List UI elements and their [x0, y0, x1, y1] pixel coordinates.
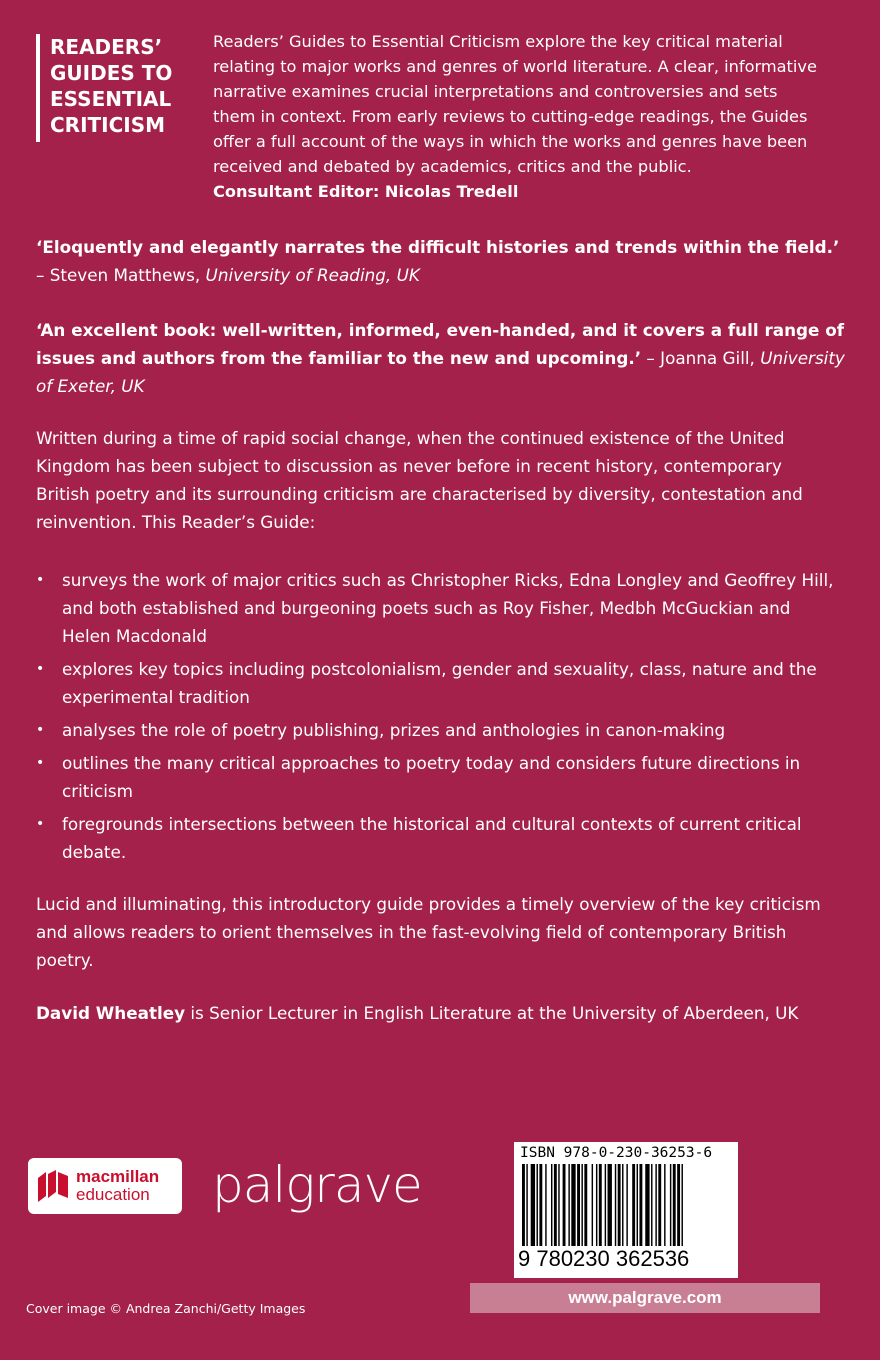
barcode-bar — [577, 1164, 580, 1246]
list-item-text: explores key topics including postcolonialism, gender and sexuality, class, nature and the experimental tradition — [62, 659, 817, 707]
closing-paragraph: Lucid and illuminating, this introductory guide provides a timely overview of the key criticism and allows readers to orient themselves in the fast-evolving field of contemporary British poetry. — [36, 894, 821, 970]
barcode-bar — [526, 1164, 527, 1246]
author-bio — [36, 999, 836, 1027]
barcode-bar — [596, 1164, 597, 1246]
barcode-bar — [645, 1164, 649, 1246]
barcode-bar — [677, 1164, 680, 1246]
palgrave-logo: palgrave — [212, 1156, 422, 1214]
barcode-bar — [537, 1164, 538, 1246]
barcode-bar — [626, 1164, 627, 1246]
barcode-bar — [637, 1164, 638, 1246]
barcode-bar — [551, 1164, 552, 1246]
intro-paragraph: Written during a time of rapid social change, when the continued existence of the United Kingdom has been subject to discussion as never before in recent history, contemporary British poetry and its surrounding criticism are characterised by diversity, contestation and reinvention. This Reader’s Guide: — [36, 428, 803, 532]
list-item — [36, 655, 836, 711]
barcode-bar — [632, 1164, 635, 1246]
series-description-text: Readers’ Guides to Essential Criticism explore the key critical material relating to major works and genres of world literature. A clear, informative narrative examines crucial interpretations and controversies and sets them in context. From early reviews to cutting-edge readings, the Guides offer a full account of the ways in which the works and genres have been received and debated by academics, critics and the public. — [213, 32, 817, 176]
barcode-bar — [522, 1164, 525, 1246]
barcode-bar — [651, 1164, 652, 1246]
list-item — [36, 566, 836, 650]
isbn-barcode — [514, 1142, 738, 1278]
list-item-text: analyses the role of poetry publishing, prizes and anthologies in canon-making — [62, 720, 726, 740]
list-item — [36, 716, 836, 744]
barcode-bar — [568, 1164, 569, 1246]
list-item-text: surveys the work of major critics such as Christopher Ricks, Edna Longley and Geoffrey Hill, and both established and burgeoning poets such as Roy Fisher, Medbh McGuckian and Helen Macdonald — [62, 570, 834, 646]
barcode-digits: 9 780230 362536 — [518, 1246, 690, 1271]
bullet-icon: • — [36, 755, 45, 771]
barcode-bar — [584, 1164, 587, 1246]
macmillan-education-logo — [28, 1158, 182, 1214]
series-title — [36, 34, 196, 142]
bullet-icon: • — [36, 661, 45, 677]
list-item — [36, 810, 836, 866]
quote-attribution: – Joanna Gill, — [641, 348, 761, 368]
barcode-bar — [531, 1164, 535, 1246]
barcode-bar — [554, 1164, 557, 1246]
bullet-icon: • — [36, 722, 45, 738]
barcode-bars — [522, 1164, 730, 1246]
barcode-bar — [622, 1164, 623, 1246]
barcode-bar — [664, 1164, 665, 1246]
quote-institution: University of Reading, UK — [205, 265, 420, 285]
consultant-editor: Consultant Editor: Nicolas Tredell — [213, 182, 519, 201]
barcode-bar — [571, 1164, 575, 1246]
cover-credit: Cover image © Andrea Zanchi/Getty Images — [26, 1301, 306, 1316]
series-title-line: CRITICISM — [50, 113, 166, 137]
review-quote — [36, 233, 848, 289]
barcode-bar — [599, 1164, 602, 1246]
quote-institution: University of Exeter, UK — [36, 348, 845, 396]
barcode-bar — [655, 1164, 656, 1246]
series-title-line: READERS’ — [50, 35, 163, 59]
barcode-bar — [682, 1164, 683, 1246]
list-item-text: outlines the many critical approaches to poetry today and considers future directions in criticism — [62, 753, 801, 801]
bullet-icon: • — [36, 572, 45, 588]
list-item — [36, 749, 836, 805]
barcode-bar — [639, 1164, 642, 1246]
website-url: www.palgrave.com — [470, 1283, 820, 1313]
quote-text: ‘An excellent book: well-written, informed, even-handed, and it covers a full range of issues and authors from the familiar to the new and upcoming.’ — [36, 320, 845, 368]
quote-text: ‘Eloquently and elegantly narrates the difficult histories and trends within the field.’ — [36, 237, 840, 257]
barcode-bar — [581, 1164, 582, 1246]
barcode-bar — [605, 1164, 606, 1246]
barcode-bar — [592, 1164, 593, 1246]
macmillan-m-icon — [36, 1168, 70, 1204]
barcode-bar — [563, 1164, 566, 1246]
barcode-bar — [670, 1164, 671, 1246]
list-item-text: foregrounds intersections between the historical and cultural contexts of current critical debate. — [62, 814, 802, 862]
barcode-bar — [558, 1164, 559, 1246]
barcode-bar — [615, 1164, 616, 1246]
series-description — [213, 29, 823, 204]
series-title-line: ESSENTIAL — [50, 87, 172, 111]
barcode-bar — [539, 1164, 542, 1246]
barcode-bar — [545, 1164, 546, 1246]
barcode-bar — [673, 1164, 676, 1246]
isbn-label: ISBN 978-0-230-36253-6 — [520, 1145, 713, 1161]
barcode-bar — [608, 1164, 612, 1246]
barcode-bar — [618, 1164, 621, 1246]
author-bio-text: is Senior Lecturer in English Literature at the University of Aberdeen, UK — [185, 1003, 799, 1023]
barcode-bar — [658, 1164, 661, 1246]
bullet-icon: • — [36, 816, 45, 832]
education-wordmark: education — [76, 1185, 150, 1204]
macmillan-wordmark: macmillan — [76, 1167, 160, 1186]
author-name: David Wheatley — [36, 1003, 186, 1023]
quote-attribution: – Steven Matthews, — [36, 265, 206, 285]
review-quote — [36, 316, 848, 400]
series-title-line: GUIDES TO — [50, 61, 173, 85]
feature-list — [36, 566, 836, 871]
